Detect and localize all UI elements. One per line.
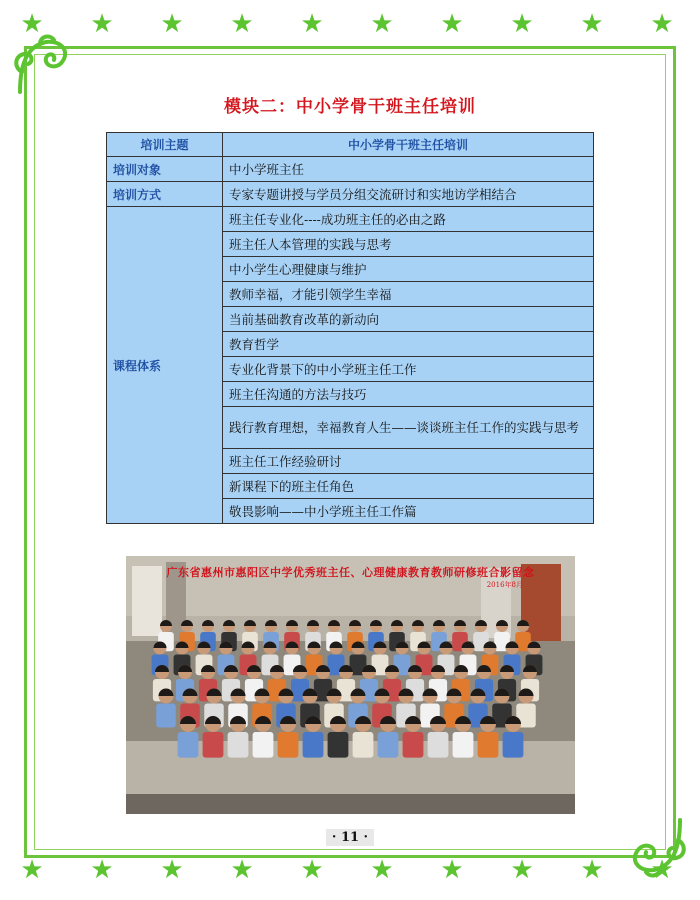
star-icon: ★: [440, 855, 464, 885]
star-icon: ★: [370, 855, 394, 885]
method-value-cell: 专家专题讲授与学员分组交流研讨和实地访学相结合: [223, 182, 594, 207]
curriculum-item-cell: 当前基础教育改革的新动向: [223, 307, 594, 332]
star-icon: ★: [300, 855, 324, 885]
star-icon: ★: [650, 9, 674, 39]
bottom-star-border: [0, 856, 700, 886]
top-star-border: [0, 10, 700, 40]
curriculum-item-cell: 践行教育理想，幸福教育人生——谈谈班主任工作的实践与思考: [223, 407, 594, 449]
star-icon: ★: [300, 9, 324, 39]
training-plan-table: [106, 132, 594, 524]
group-photo-illustration: [126, 556, 575, 814]
page-title: 模块二：中小学骨干班主任培训: [224, 97, 476, 117]
star-icon: ★: [160, 9, 184, 39]
curriculum-item-cell: 中小学生心理健康与维护: [223, 257, 594, 282]
target-label-cell: 培训对象: [107, 157, 223, 182]
star-icon: ★: [370, 9, 394, 39]
star-icon: ★: [510, 9, 534, 39]
photo-date-text: 2016年8月: [486, 581, 523, 589]
curriculum-label-cell: 课程体系: [107, 207, 223, 524]
page-number-label: · 11 ·: [326, 829, 374, 846]
star-icon: ★: [230, 9, 254, 39]
curriculum-item-cell: 教育哲学: [223, 332, 594, 357]
curriculum-item-cell: 敬畏影响——中小学班主任工作篇: [223, 499, 594, 524]
curriculum-item-cell: 班主任工作经验研讨: [223, 449, 594, 474]
star-icon: ★: [580, 855, 604, 885]
curriculum-item-cell: 班主任专业化----成功班主任的必由之路: [223, 207, 594, 232]
table-header-row: [107, 133, 594, 157]
group-photo: [126, 556, 575, 814]
star-icon: ★: [650, 855, 674, 885]
star-icon: ★: [90, 9, 114, 39]
star-icon: ★: [160, 855, 184, 885]
header-label-cell: 培训主题: [107, 133, 223, 157]
method-label-cell: 培训方式: [107, 182, 223, 207]
star-icon: ★: [510, 855, 534, 885]
curriculum-item-cell: 班主任沟通的方法与技巧: [223, 382, 594, 407]
star-icon: ★: [20, 855, 44, 885]
curriculum-item-cell: 新课程下的班主任角色: [223, 474, 594, 499]
star-icon: ★: [90, 855, 114, 885]
star-icon: ★: [20, 9, 44, 39]
curriculum-item-cell: 教师幸福，才能引领学生幸福: [223, 282, 594, 307]
photo-banner-text: 广东省惠州市惠阳区中学优秀班主任、心理健康教育教师研修班合影留念: [166, 566, 535, 579]
star-icon: ★: [580, 9, 604, 39]
star-icon: ★: [440, 9, 464, 39]
table-row: [107, 157, 594, 182]
curriculum-item-cell: 班主任人本管理的实践与思考: [223, 232, 594, 257]
page-number: [0, 826, 700, 846]
curriculum-item-cell: 专业化背景下的中小学班主任工作: [223, 357, 594, 382]
table-row: [107, 182, 594, 207]
curriculum-row: [107, 207, 594, 232]
target-value-cell: 中小学班主任: [223, 157, 594, 182]
star-icon: ★: [230, 855, 254, 885]
header-value-cell: 中小学骨干班主任培训: [223, 133, 594, 157]
